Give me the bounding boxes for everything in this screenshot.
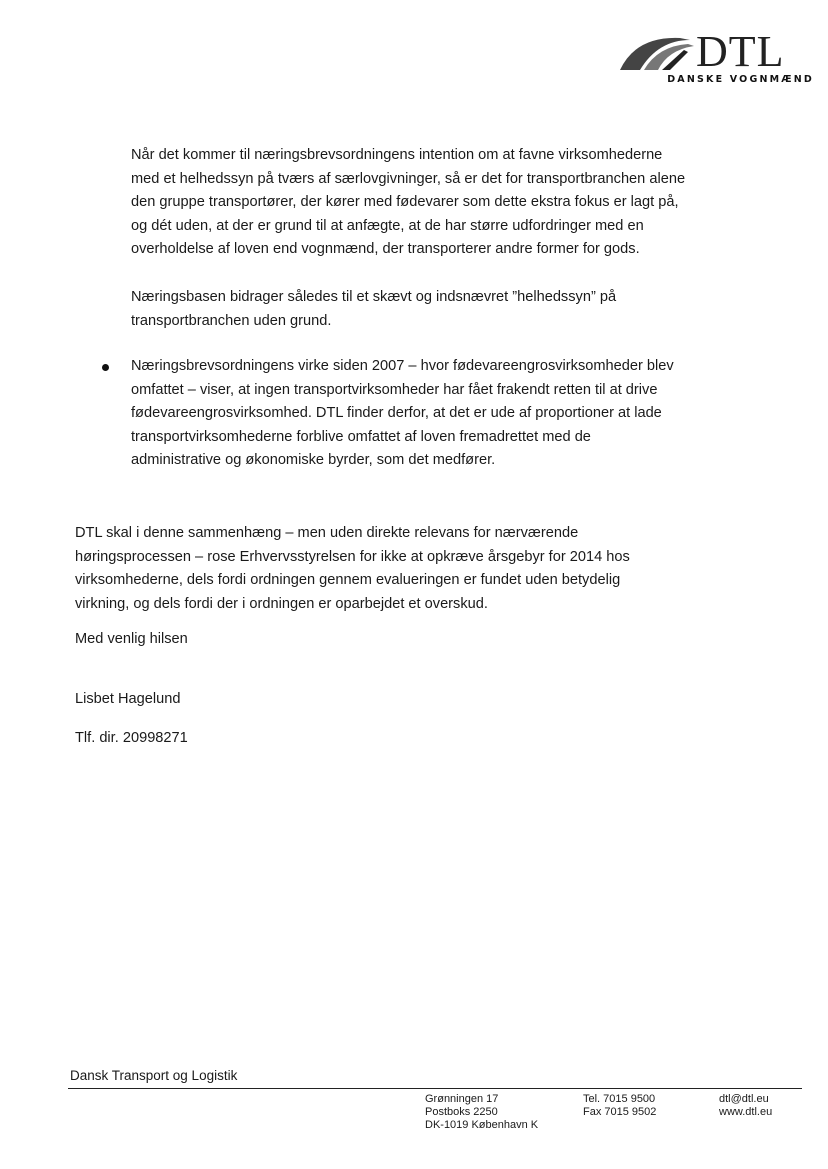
text-line: med et helhedssyn på tværs af særlovgivninger, så er det for transportbranchen alene <box>131 170 686 187</box>
footer-address <box>425 1093 538 1131</box>
text-line: Næringsbasen bidrager således til et skævt og indsnævret ”helhedssyn” på <box>131 289 617 305</box>
text-line: virksomhederne, dels fordi ordningen gennem evalueringen er fundet uden betydelig <box>75 572 621 589</box>
dtl-logo <box>618 28 818 88</box>
text-line: omfattet – viser, at ingen transportvirksomheder har fået frakendt retten til at drive <box>131 381 658 398</box>
paragraph-erhvervsstyrelsen <box>75 522 630 616</box>
text-line: høringsprocessen – rose Erhvervsstyrelsen for ikke at opkræve årsgebyr for 2014 hos <box>75 548 630 565</box>
dtl-swoosh-icon <box>618 32 700 72</box>
paragraph-helhedssyn <box>131 144 685 262</box>
phone-line: Tel. 7015 9500 <box>583 1093 656 1105</box>
text-line: fødevareengrosvirksomhed. DTL finder derfor, at det er ude af proportioner at lade <box>131 405 662 422</box>
text-line: DTL skal i denne sammenhæng – men uden direkte relevans for nærværende <box>75 525 579 541</box>
address-line: Postboks 2250 <box>425 1105 498 1118</box>
closing-greeting: Med venlig hilsen <box>75 631 188 647</box>
text-line: overholdelse af loven end vognmænd, der transporterer andre former for gods. <box>131 241 640 258</box>
text-line: Når det kommer til næringsbrevsordningens intention om at favne virksomhederne <box>131 147 663 163</box>
email-link[interactable]: dtl@dtl.eu <box>719 1093 769 1105</box>
text-line: og dét uden, at der er grund til at anfægte, at de har større udfordringer med en <box>131 217 644 234</box>
footer-organization: Dansk Transport og Logistik <box>70 1068 238 1083</box>
signer-phone: Tlf. dir. 20998271 <box>75 730 188 746</box>
footer-divider <box>68 1088 802 1089</box>
text-line: administrative og økonomiske byrder, som det medfører. <box>131 452 496 469</box>
fax-line: Fax 7015 9502 <box>583 1105 657 1118</box>
text-line: transportbranchen uden grund. <box>131 312 332 329</box>
footer-phones <box>583 1093 656 1119</box>
footer-web <box>719 1093 772 1119</box>
paragraph-naeringsbasen <box>131 286 616 333</box>
signer-name: Lisbet Hagelund <box>75 691 181 707</box>
bullet-paragraph <box>131 355 674 473</box>
website-link[interactable]: www.dtl.eu <box>719 1105 773 1118</box>
text-line: virkning, og dels fordi der i ordningen er oparbejdet et overskud. <box>75 595 488 612</box>
address-line: Grønningen 17 <box>425 1093 499 1105</box>
bullet-icon <box>102 364 109 371</box>
logo-subtitle: DANSKE VOGNMÆND <box>667 74 814 85</box>
address-line: DK-1019 København K <box>425 1118 539 1131</box>
logo-wordmark: DTL <box>696 27 785 76</box>
text-line: Næringsbrevsordningens virke siden 2007 – hvor fødevareengrosvirksomheder blev <box>131 358 674 374</box>
text-line: transportvirksomhederne forblive omfattet af loven fremadrettet med de <box>131 428 591 445</box>
text-line: den gruppe transportører, der kører med fødevarer som dette ekstra fokus er lagt på, <box>131 194 679 211</box>
